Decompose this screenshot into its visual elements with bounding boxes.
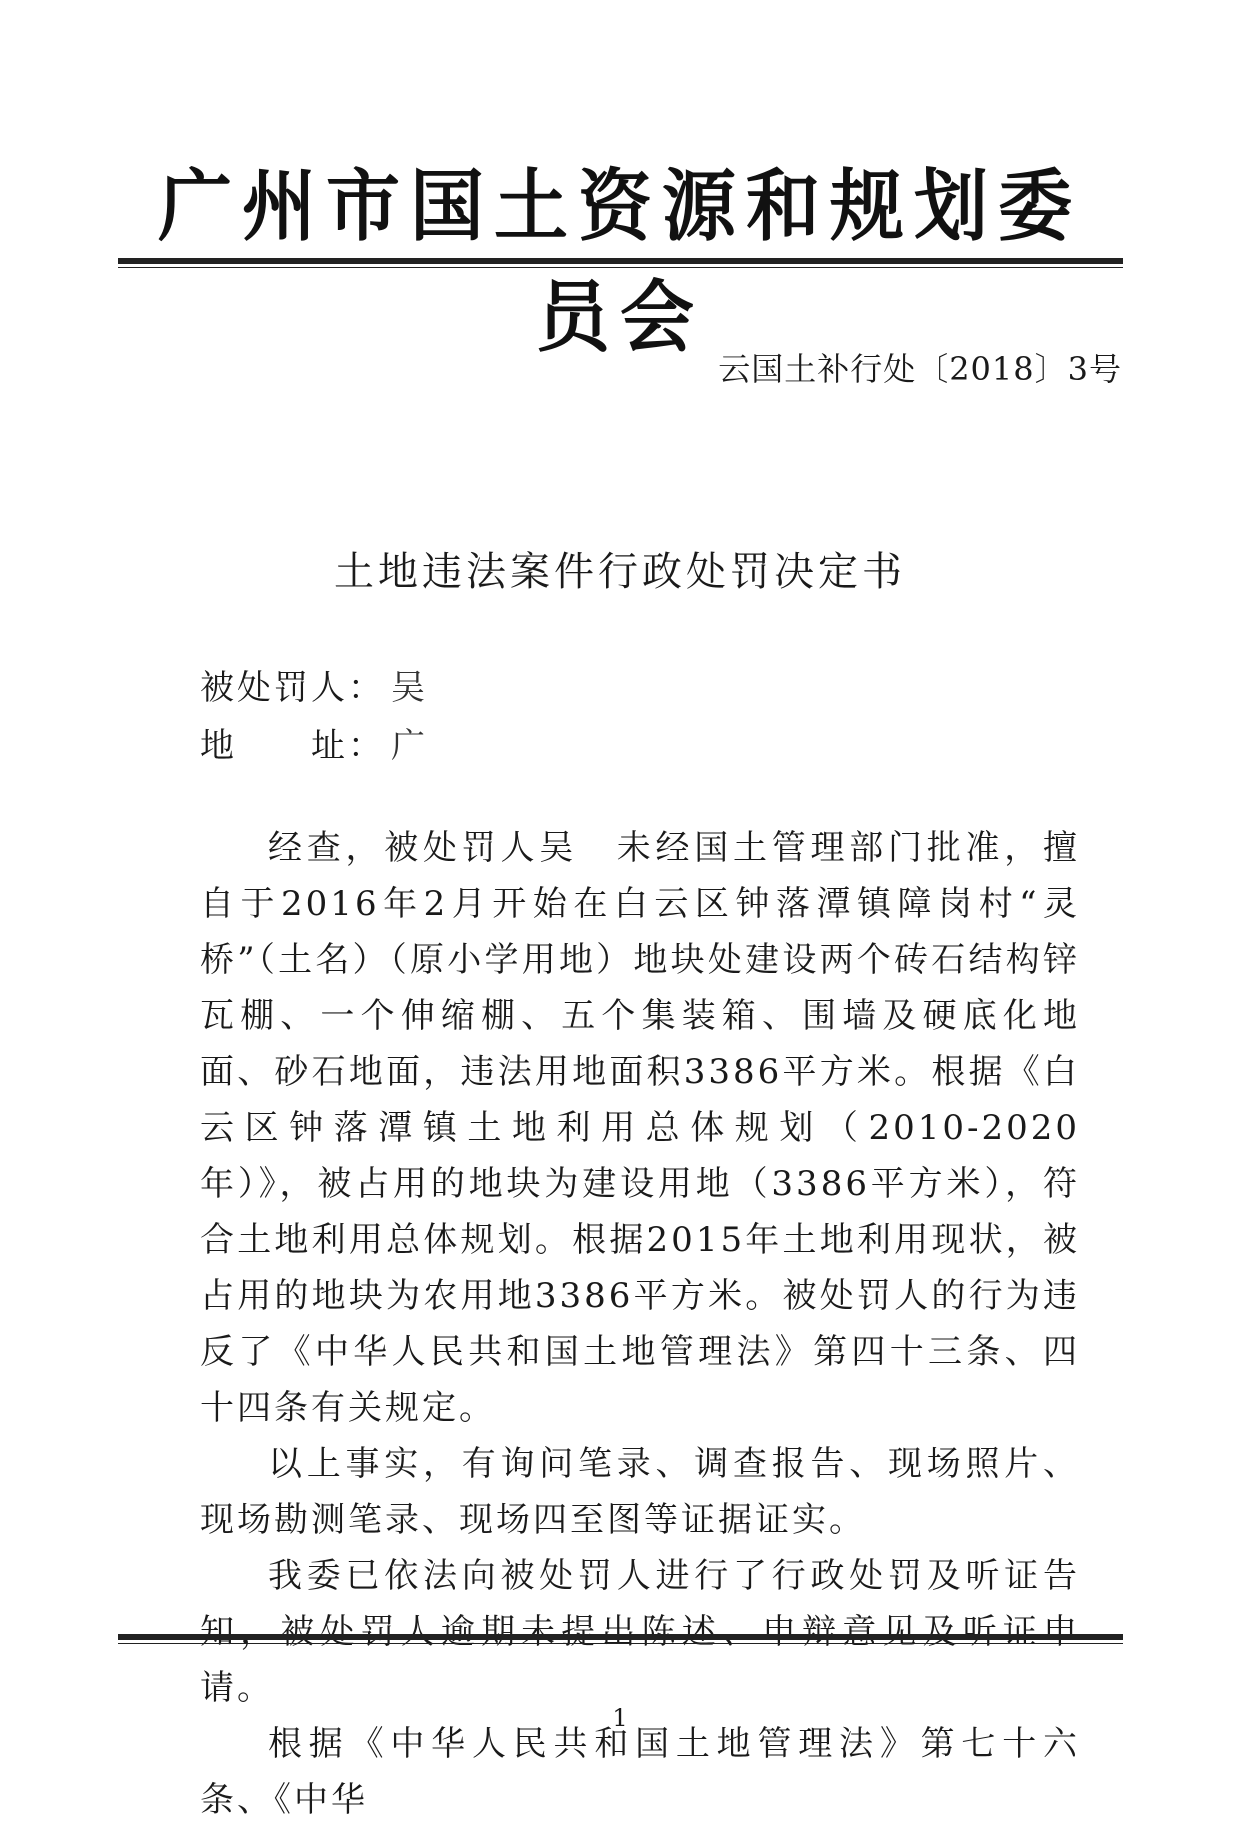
address-label: 地 址：	[200, 726, 385, 766]
paragraph-legal-basis: 根据《中华人民共和国土地管理法》第七十六条、《中华	[200, 1724, 1080, 1820]
paragraph-findings: 经查，被处罚人吴 未经国土管理部门批准，擅自于2016年2月开始在白云区钟落潭镇障岗村“灵桥”（土名）（原小学用地）地块处建设两个砖石结构锌瓦棚、一个伸缩棚、五个集装箱、围墙及硬底化地面、砂石地面，违法用地面积3386平方米。根据《白云区钟落潭镇土地利用总体规划（2010-2020年）》，被占用的地块为建设用地（3386平方米），符合土地利用总体规划。根据2015年土地利用现状，被占用的地块为农用地3386平方米。被处罚人的行为违反了《中华人民共和国土地管理法》第四十三条、四十四条有关规定。	[200, 828, 1080, 1428]
decision-body	[200, 820, 1080, 1828]
address-value: 广	[391, 726, 428, 766]
document-number: 云国土补行处〔2018〕3号	[718, 350, 1122, 388]
penalized-party-label: 被处罚人：	[200, 668, 385, 708]
footer-divider	[118, 1634, 1123, 1644]
penalized-party-value: 吴	[391, 668, 428, 708]
header-divider	[118, 258, 1123, 268]
page-number: 1	[612, 1704, 628, 1732]
paragraph-notification: 我委已依法向被处罚人进行了行政处罚及听证告知，被处罚人逾期未提出陈述、申辩意见及听证申请。	[200, 1556, 1080, 1708]
paragraph-evidence: 以上事实，有询问笔录、调查报告、现场照片、现场勘测笔录、现场四至图等证据证实。	[200, 1444, 1080, 1540]
penalized-party-line	[200, 660, 428, 709]
address-line	[200, 718, 428, 767]
issuing-organization-header: 广州市国土资源和规划委员会	[158, 161, 1082, 364]
document-title: 土地违法案件行政处罚决定书	[334, 549, 906, 595]
